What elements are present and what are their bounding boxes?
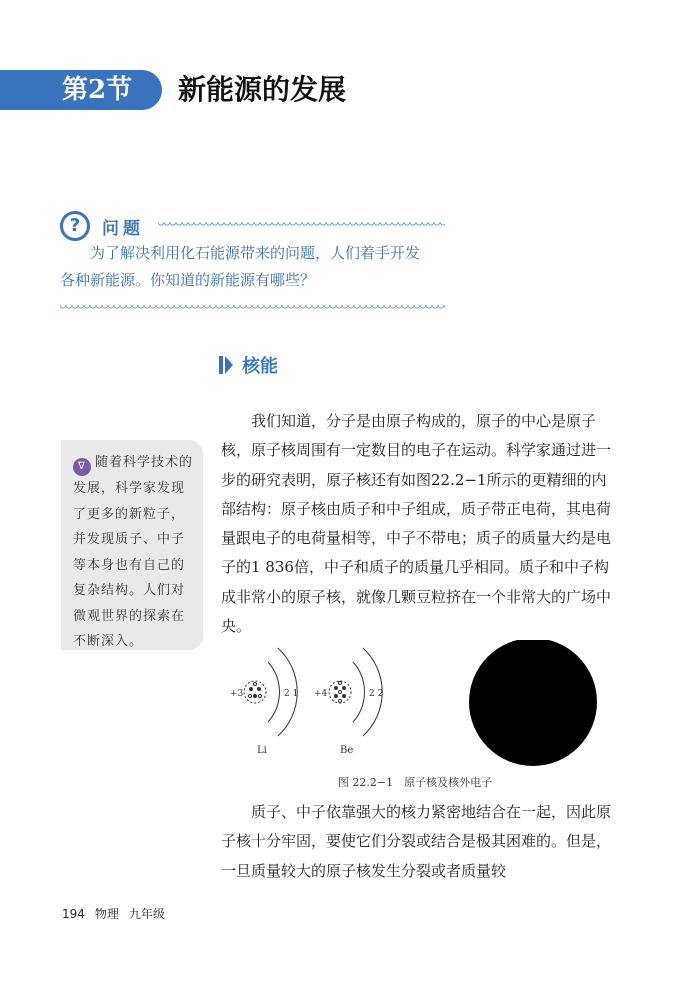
problem-line-1: 为了解决利用化石能源带来的问题，人们着手开发 — [90, 244, 421, 262]
footer-grade: 九年级 — [128, 907, 165, 921]
sidebar-text: 随着科学技术的发展，科学家发现了更多的新粒子，并发现质子、中子等本身也有自己的复杂结构。人们对微观世界的探索在不断深入。 — [73, 455, 194, 649]
problem-text — [60, 240, 450, 294]
figure-caption: 图 22.2−1 原子核及核外电子 — [337, 776, 493, 789]
footer-subject: 物理 — [94, 907, 119, 921]
body-paragraph-1 — [221, 407, 613, 641]
wavy-divider-top — [158, 222, 445, 228]
page-footer — [62, 905, 165, 922]
subheading-nuclear-energy: 核能 — [242, 356, 278, 377]
sidebar-note — [61, 440, 203, 650]
li-shells: 2 1 — [284, 689, 299, 699]
info-icon: ∇ — [73, 458, 91, 476]
question-icon: ? — [60, 211, 90, 241]
lithium-atom-diagram — [230, 648, 298, 756]
be-shells: 2 2 — [369, 689, 384, 699]
section-title: 新能源的发展 — [178, 73, 347, 106]
paragraph-1-text: 我们知道，分子是由原子构成的，原子的中心是原子核，原子核周围有一定数目的电子在运动。科学家通过进一步的研究表明，原子核还有如图22.2−1所示的更精细的内部结构：原子核由质子和中子组成，质子带正电荷，其电荷量跟电子的电荷量相等，中子不带电；质子的质量大约是电子的1 836倍，中子和质子的质量几乎相同。质子和中子构成非常小的原子核，就像几颗豆粒挤在一个非常大的广场中央。 — [221, 412, 612, 636]
problem-line-2: 各种新能源。你知道的新能源有哪些？ — [60, 271, 316, 289]
li-label: Li — [257, 745, 267, 756]
section-number-tab: 第2节 — [0, 70, 162, 110]
body-paragraph-2 — [221, 798, 613, 886]
li-charge: +3 — [230, 689, 244, 699]
problem-label: 问题 — [102, 219, 144, 239]
paragraph-2-text: 质子、中子依靠强大的核力紧密地结合在一起，因此原子核十分牢固，要使它们分裂或结合是极其困难的。但是，一旦质量较大的原子核发生分裂或者质量较 — [221, 803, 612, 880]
be-charge: +4 — [314, 689, 328, 699]
page-number: 194 — [62, 907, 85, 921]
atomic-structure-figure — [210, 640, 630, 770]
nucleus-illustration — [469, 640, 597, 766]
beryllium-atom-diagram — [314, 648, 383, 756]
subheading-marker-icon — [219, 356, 233, 374]
wavy-divider-bottom — [60, 305, 445, 311]
be-label: Be — [340, 745, 354, 756]
